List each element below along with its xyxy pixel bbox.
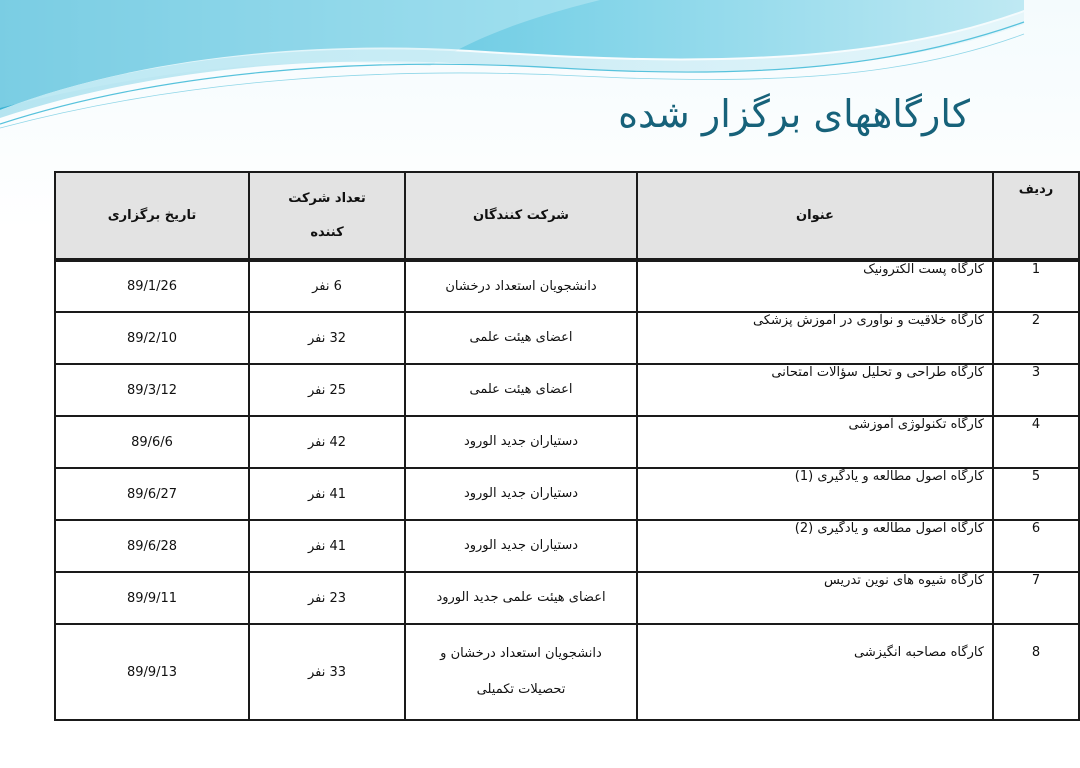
cell-row-number: 5	[993, 468, 1079, 520]
table-row	[55, 624, 1079, 720]
header-date: تاریخ برگزاری	[55, 172, 249, 260]
header-title: عنوان	[637, 172, 993, 260]
cell-participants	[405, 624, 637, 720]
cell-count: 25 نفر	[249, 364, 405, 416]
cell-title: کارگاه پست الکترونیک	[637, 260, 993, 312]
cell-participants: دستیاران جدید الورود	[405, 416, 637, 468]
table-row	[55, 468, 1079, 520]
cell-title: کارگاه اصول مطالعه و یادگیری (1)	[637, 468, 993, 520]
cell-row-number: 4	[993, 416, 1079, 468]
table-row	[55, 260, 1079, 312]
cell-date: 89/1/26	[55, 260, 249, 312]
header-count-line1: تعداد شرکت	[288, 190, 366, 206]
cell-participants: دستیاران جدید الورود	[405, 520, 637, 572]
cell-row-number: 8	[993, 624, 1079, 720]
table-header-row	[55, 172, 1079, 260]
cell-row-number: 6	[993, 520, 1079, 572]
cell-participants: دستیاران جدید الورود	[405, 468, 637, 520]
cell-count: 6 نفر	[249, 260, 405, 312]
cell-participants-line2: تحصیلات تکمیلی	[476, 682, 566, 697]
table-row	[55, 572, 1079, 624]
table-row	[55, 312, 1079, 364]
cell-count: 32 نفر	[249, 312, 405, 364]
table-row	[55, 520, 1079, 572]
cell-date: 89/6/6	[55, 416, 249, 468]
cell-title: کارگاه تکنولوژی آموزشی	[637, 416, 993, 468]
cell-count: 33 نفر	[249, 624, 405, 720]
cell-count: 41 نفر	[249, 520, 405, 572]
workshops-table-container	[54, 171, 1054, 721]
table-row	[55, 416, 1079, 468]
page-title: کارگاههای برگزار شده	[618, 92, 970, 136]
workshops-table	[54, 171, 1080, 721]
cell-row-number: 2	[993, 312, 1079, 364]
cell-date: 89/6/27	[55, 468, 249, 520]
cell-participants: اعضای هیئت علمی	[405, 364, 637, 416]
cell-participants-line1: دانشجویان استعداد درخشان و	[440, 646, 602, 661]
cell-date: 89/3/12	[55, 364, 249, 416]
header-row-number: ردیف	[993, 172, 1079, 260]
cell-count: 23 نفر	[249, 572, 405, 624]
cell-date: 89/6/28	[55, 520, 249, 572]
cell-participants: اعضای هیئت علمی جدید الورود	[405, 572, 637, 624]
cell-row-number: 1	[993, 260, 1079, 312]
header-count-line2: کننده	[310, 224, 344, 240]
cell-date: 89/2/10	[55, 312, 249, 364]
cell-participants: دانشجویان استعداد درخشان	[405, 260, 637, 312]
cell-title: کارگاه خلاقیت و نوآوری در آموزش پزشکی	[637, 312, 993, 364]
cell-participants: اعضای هیئت علمی	[405, 312, 637, 364]
cell-title: کارگاه مصاحبه انگیزشی	[637, 624, 993, 720]
cell-date: 89/9/11	[55, 572, 249, 624]
cell-row-number: 7	[993, 572, 1079, 624]
header-count	[249, 172, 405, 260]
cell-count: 42 نفر	[249, 416, 405, 468]
cell-date: 89/9/13	[55, 624, 249, 720]
header-participants: شرکت کنندگان	[405, 172, 637, 260]
cell-row-number: 3	[993, 364, 1079, 416]
cell-title: کارگاه شیوه های نوین تدریس	[637, 572, 993, 624]
cell-count: 41 نفر	[249, 468, 405, 520]
cell-title: کارگاه اصول مطالعه و یادگیری (2)	[637, 520, 993, 572]
cell-title: کارگاه طراحی و تحلیل سؤالات امتحانی	[637, 364, 993, 416]
table-row	[55, 364, 1079, 416]
